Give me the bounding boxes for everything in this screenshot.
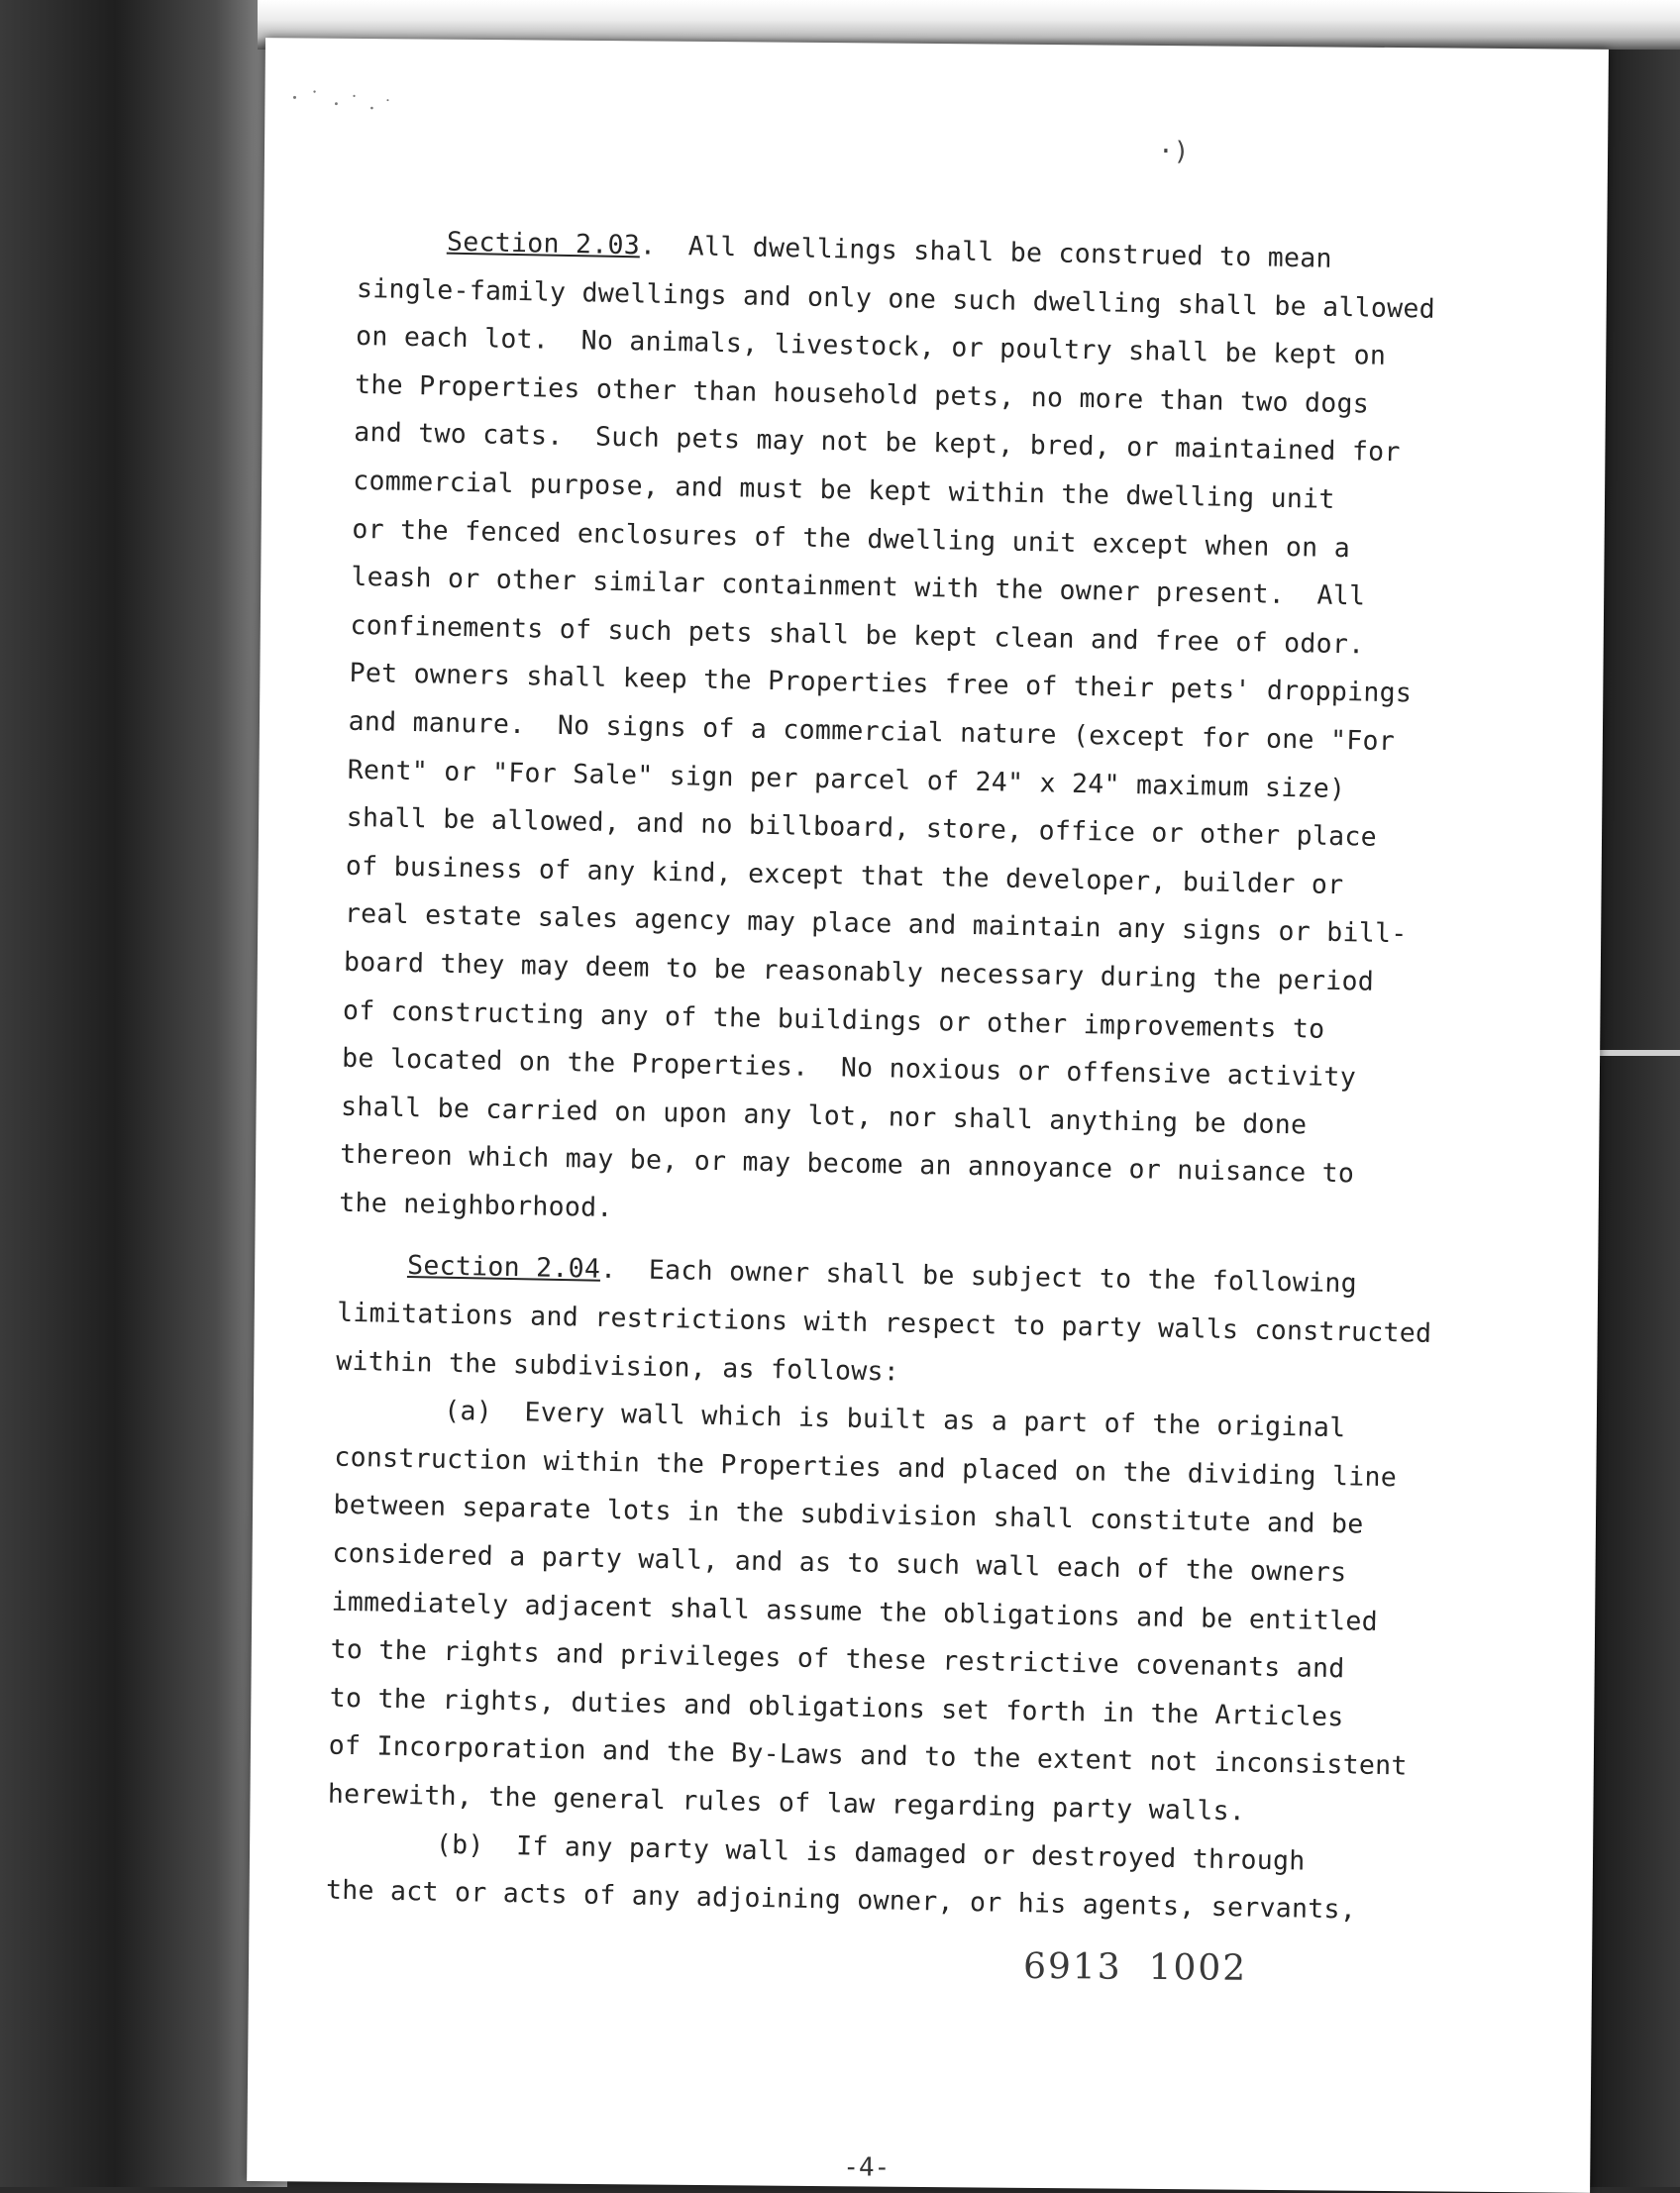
document-page xyxy=(247,38,1609,2193)
page-number: -4- xyxy=(843,2152,891,2183)
section-heading: Section 2.04 xyxy=(406,1250,601,1286)
line-text: considered a party wall, and as to such wall each of the owners xyxy=(332,1537,1347,1589)
line-text: herewith, the general rules of law regarding party walls. xyxy=(327,1778,1246,1828)
scan-mark: ·) xyxy=(1157,136,1190,167)
line-text: board they may deem to be reasonably necessary during the period xyxy=(343,946,1375,997)
line-text: (a) Every wall which is built as a part of the original xyxy=(444,1396,1346,1444)
line-text: the Properties other than household pets, no more than two dogs xyxy=(354,368,1370,420)
line-text: or the fenced enclosures of the dwelling unit except when on a xyxy=(352,513,1351,564)
line-text: and manure. No signs of a commercial nature (except for one "For xyxy=(348,705,1396,758)
line-text: within the subdivision, as follows: xyxy=(335,1345,900,1388)
line-text: between separate lots in the subdivision shall constitute and be xyxy=(333,1490,1364,1541)
line-text: confinements of such pets shall be kept clean and free of odor. xyxy=(350,609,1365,661)
line-text: on each lot. No animals, livestock, or poultry shall be kept on xyxy=(355,321,1387,372)
line-text: the act or acts of any adjoining owner, or his agents, servants, xyxy=(325,1874,1357,1926)
line-text: Rent" or "For Sale" sign per parcel of 24" x 24" maximum size) xyxy=(347,754,1346,804)
line-text: immediately adjacent shall assume the obligations and be entitled xyxy=(331,1586,1379,1637)
line-text: shall be carried on upon any lot, nor shall anything be done xyxy=(340,1091,1308,1141)
line-text: construction within the Properties and placed on the dividing line xyxy=(334,1441,1398,1494)
line-text: leash or other similar containment with the owner present. All xyxy=(351,561,1366,612)
line-text: . Each owner shall be subject to the following xyxy=(599,1254,1358,1300)
scan-specks-icon xyxy=(284,77,404,138)
line-text: the neighborhood. xyxy=(339,1187,613,1223)
line-text: limitations and restrictions with respect to party walls constructed xyxy=(336,1297,1432,1349)
line-text: . All dwellings shall be construed to mean xyxy=(639,230,1333,274)
line-text: commercial purpose, and must be kept within the dwelling unit xyxy=(353,465,1335,515)
line-text: single-family dwellings and only one such dwelling shall be allowed xyxy=(356,272,1436,325)
line-text: real estate sales agency may place and maintain any signs or bill- xyxy=(344,898,1408,950)
line-text: (b) If any party wall is damaged or destroyed through xyxy=(435,1828,1306,1877)
document-body xyxy=(326,217,1438,1935)
line-text: of Incorporation and the By-Laws and to the extent not inconsistent xyxy=(328,1730,1408,1782)
line-text: and two cats. Such pets may not be kept, bred, or maintained for xyxy=(353,417,1401,469)
scan-left-margin xyxy=(0,0,287,2187)
section-2-03 xyxy=(339,217,1437,1248)
line-text: Pet owners shall keep the Properties free of their pets' droppings xyxy=(349,658,1413,709)
line-text: thereon which may be, or may become an annoyance or nuisance to xyxy=(339,1139,1355,1190)
line-text: to the rights and privileges of these restrictive covenants and xyxy=(330,1633,1345,1685)
book-page-stamp: 6913 ⁠ 1002 xyxy=(1022,1945,1248,1989)
line-text: be located on the Properties. No noxious or offensive activity xyxy=(341,1042,1357,1094)
section-heading: Section 2.03 xyxy=(446,226,641,261)
line-text: to the rights, duties and obligations set forth in the Articles xyxy=(329,1682,1344,1733)
line-text: shall be allowed, and no billboard, store, office or other place xyxy=(346,801,1378,853)
line-text: of business of any kind, except that the developer, builder or xyxy=(345,850,1344,900)
section-2-04 xyxy=(325,1241,1432,1935)
line-text: of constructing any of the buildings or other improvements to xyxy=(342,994,1325,1045)
